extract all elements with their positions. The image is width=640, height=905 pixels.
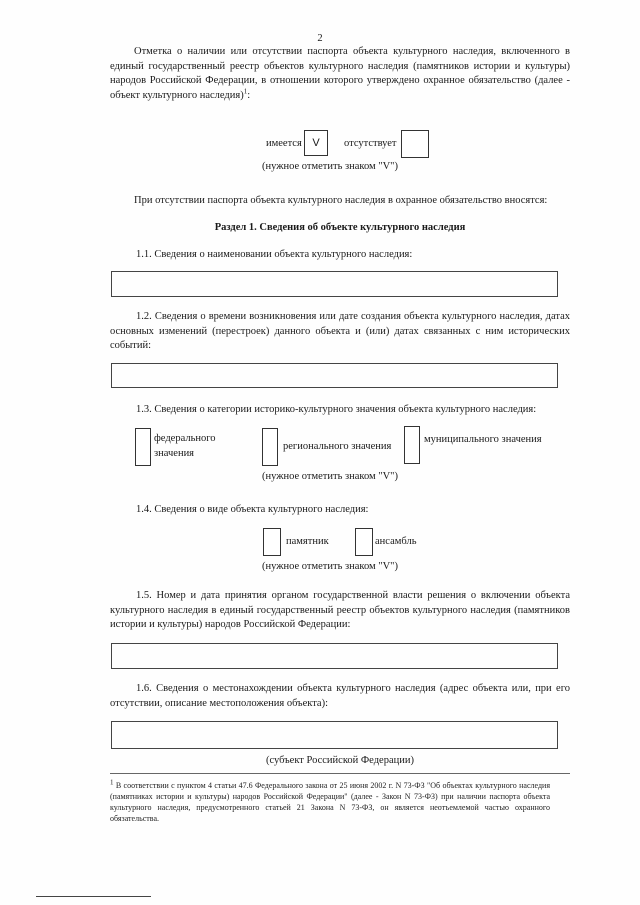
- absence-note: При отсутствии паспорта объекта культурного наследия в охранное обязательство вносятся:: [134, 195, 548, 206]
- section-1-title: Раздел 1. Сведения об объекте культурного наследия: [214, 222, 466, 233]
- item-1-2-label: 1.2. Сведения о времени возникновения или дате создания объекта культурного наследия, датах основных изменений (перестроек) данного объекта и (или) датах связанных с ним исторических событий:: [110, 311, 570, 351]
- type-ensemble-checkbox[interactable]: [355, 528, 373, 556]
- item-1-1-label: 1.1. Сведения о наименовании объекта культурного наследия:: [136, 249, 413, 260]
- category-federal-checkbox[interactable]: [135, 428, 151, 466]
- passport-has-label: имеется: [266, 138, 302, 149]
- footnote-mark: 1: [110, 778, 114, 787]
- item-1-3-hint: (нужное отметить знаком "V"): [262, 471, 398, 482]
- item-1-1-field[interactable]: [111, 271, 558, 297]
- item-1-6-label: 1.6. Сведения о местонахождении объекта культурного наследия (адрес объекта или, при его отсутствии, описание местоположения объекта):: [110, 683, 570, 709]
- footnote-separator: [110, 773, 570, 774]
- page-number: 2: [317, 33, 323, 44]
- intro-paragraph: [110, 45, 570, 103]
- type-monument-checkbox[interactable]: [263, 528, 281, 556]
- footnote-text: В соответствии с пунктом 4 статьи 47.6 Федерального закона от 25 июня 2002 г. N 73-ФЗ "Об объектах культурного наследия (памятниках истории и культуры) народов Российской Федерации" (далее - Закон N 73-ФЗ) при наличии паспорта объекта культурного наследия, предусмотренного статьей 21 Закона N 73-ФЗ, он является неотъемлемой частью охранного обязательства.: [110, 781, 551, 823]
- item-1-3-label: 1.3. Сведения о категории историко-культурного значения объекта культурного наследия:: [136, 404, 537, 415]
- item-1-5-field[interactable]: [111, 643, 558, 669]
- category-regional-label: регионального значения: [283, 441, 392, 452]
- category-regional-checkbox[interactable]: [262, 428, 278, 466]
- item-1-4-label: 1.4. Сведения о виде объекта культурного наследия:: [136, 504, 369, 515]
- item-1-2-field[interactable]: [111, 363, 558, 388]
- type-monument-label: памятник: [286, 536, 329, 547]
- category-municipal-label: муниципального значения: [424, 434, 542, 445]
- intro-suffix: :: [247, 89, 251, 101]
- item-1-5-label: 1.5. Номер и дата принятия органом государственной власти решения о включении объекта культурного наследия в единый государственный реестр объектов культурного наследия (памятников истории и культуры) народов Российской Федерации:: [110, 590, 570, 630]
- passport-has-checkbox[interactable]: V: [304, 130, 328, 156]
- bottom-rule: [36, 896, 151, 897]
- category-federal-label: федерального значения: [154, 433, 216, 459]
- item-1-6-field[interactable]: [111, 721, 558, 749]
- intro-text: Отметка о наличии или отсутствии паспорта объекта культурного наследия, включенного в единый государственный реестр объектов культурного наследия (памятников истории и культуры) народов Российской Федерации, в отношении которого утверждено охранное обязательство (далее - объект культурного наследия): [110, 46, 570, 101]
- footnote: [110, 780, 550, 824]
- footnote-ref[interactable]: 1: [243, 87, 248, 95]
- passport-hint: (нужное отметить знаком "V"): [262, 161, 398, 172]
- passport-absent-label: отсутствует: [344, 138, 397, 149]
- item-1-6-caption: (субъект Российской Федерации): [266, 755, 414, 766]
- item-1-4-hint: (нужное отметить знаком "V"): [262, 561, 398, 572]
- passport-absent-checkbox[interactable]: [401, 130, 429, 158]
- category-municipal-checkbox[interactable]: [404, 426, 420, 464]
- type-ensemble-label: ансамбль: [375, 536, 417, 547]
